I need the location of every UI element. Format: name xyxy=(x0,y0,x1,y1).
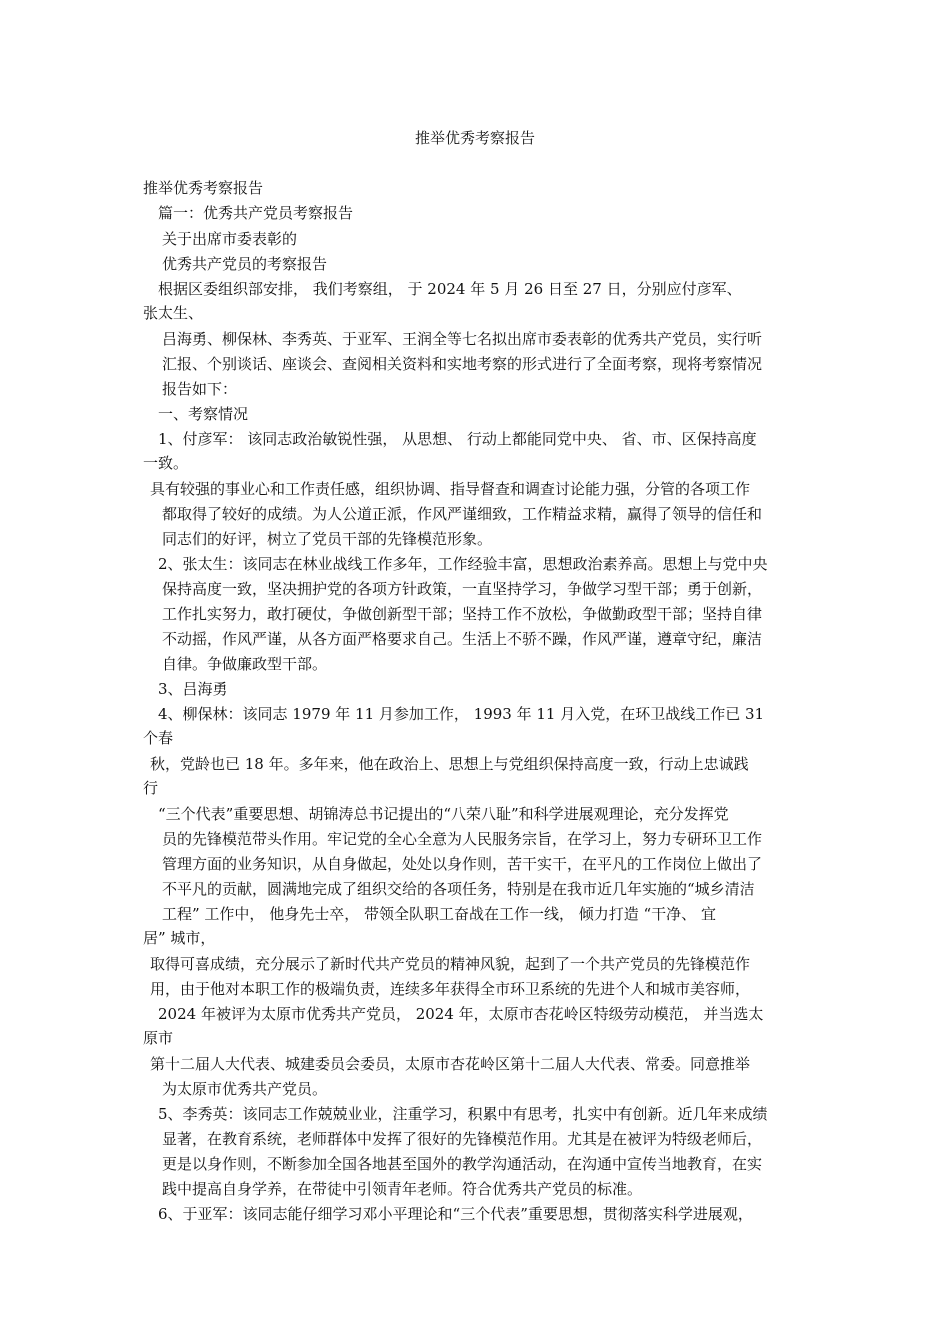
text-line: 汇报、个别谈话、座谈会、查阅相关资料和实地考察的形式进行了全面考察，现将考察情况 xyxy=(162,355,763,373)
text-line: 1、付彦军： 该同志政治敏锐性强， 从思想、 行动上都能同党中央、 省、市、区保持高度 xyxy=(158,430,757,448)
text-line: “三个代表”重要思想、胡锦涛总书记提出的“八荣八耻”和科学进展观理论，充分发挥党 xyxy=(158,805,729,823)
text-line: 用，由于他对本职工作的极端负责，连续多年获得全市环卫系统的先进个人和城市美容师， xyxy=(150,980,751,998)
text-line: 一致。 xyxy=(143,454,189,472)
text-line: 个春 xyxy=(143,729,174,747)
text-line: 显著，在教育系统，老师群体中发挥了很好的先锋模范作用。尤其是在被评为特级老师后， xyxy=(162,1130,763,1148)
text-line: 取得可喜成绩，充分展示了新时代共产党员的精神风貌，起到了一个共产党员的先锋模范作 xyxy=(150,955,751,973)
text-line: 第十二届人大代表、城建委员会委员，太原市杏花岭区第十二届人大代表、常委。同意推举 xyxy=(150,1055,751,1073)
text-line: 不平凡的贡献，圆满地完成了组织交给的各项任务，特别是在我市近几年实施的“城乡清洁 xyxy=(162,880,755,898)
text-line: 不动摇，作风严谨，从各方面严格要求自己。生活上不骄不躁，作风严谨，遵章守纪，廉洁 xyxy=(162,630,763,648)
text-line: 6、于亚军：该同志能仔细学习邓小平理论和“三个代表”重要思想，贯彻落实科学进展观， xyxy=(158,1205,753,1223)
text-line: 保持高度一致，坚决拥护党的各项方针政策，一直坚持学习，争做学习型干部；勇于创新， xyxy=(162,580,763,598)
text-line: 管理方面的业务知识，从自身做起，处处以身作则，苦干实干，在平凡的工作岗位上做出了 xyxy=(162,855,763,873)
text-line: 优秀共产党员的考察报告 xyxy=(162,255,328,273)
text-line: 吕海勇、柳保林、李秀英、于亚军、王润全等七名拟出席市委表彰的优秀共产党员，实行听 xyxy=(162,330,763,348)
text-line: 工作扎实努力，敢打硬仗，争做创新型干部；坚持工作不放松，争做勤政型干部；坚持自律 xyxy=(162,605,763,623)
text-line: 篇一：优秀共产党员考察报告 xyxy=(158,204,354,222)
text-line: 更是以身作则，不断参加全国各地甚至国外的教学沟通活动，在沟通中宣传当地教育，在实 xyxy=(162,1155,763,1173)
text-line: 根据区委组织部安排， 我们考察组， 于 2024 年 5 月 26 日至 27 日，分别应付彦军、 xyxy=(158,280,742,298)
text-line: 报告如下： xyxy=(162,380,238,398)
text-line: 员的先锋模范带头作用。牢记党的全心全意为人民服务宗旨，在学习上，努力专研环卫工作 xyxy=(162,830,763,848)
text-line: 同志们的好评，树立了党员干部的先锋模范形象。 xyxy=(162,530,493,548)
text-line: 推举优秀考察报告 xyxy=(143,179,264,197)
text-line: 2024 年被评为太原市优秀共产党员， 2024 年，太原市杏花岭区特级劳动模范， 并当选太 xyxy=(158,1005,764,1023)
text-line: 工程” 工作中， 他身先士卒， 带领全队职工奋战在工作一线， 倾力打造 “干净、 宜 xyxy=(162,905,716,923)
text-line: 践中提高自身学养，在带徒中引领青年老师。符合优秀共产党员的标准。 xyxy=(162,1180,643,1198)
text-line: 具有较强的事业心和工作责任感，组织协调、指导督查和调查讨论能力强，分管的各项工作 xyxy=(150,480,751,498)
text-line: 关于出席市委表彰的 xyxy=(162,230,298,248)
text-line: 4、柳保林：该同志 1979 年 11 月参加工作， 1993 年 11 月入党，在环卫战线工作已 31 xyxy=(158,705,765,723)
text-line: 5、李秀英：该同志工作兢兢业业，注重学习，积累中有思考，扎实中有创新。近几年来成绩 xyxy=(158,1105,768,1123)
text-line: 张太生、 xyxy=(143,304,204,322)
text-line: 2、张太生：该同志在林业战线工作多年，工作经验丰富，思想政治素养高。思想上与党中央 xyxy=(158,555,768,573)
text-line: 行 xyxy=(143,779,159,797)
text-line: 秋，党龄也已 18 年。多年来，他在政治上、思想上与党组织保持高度一致，行动上忠诚践 xyxy=(150,755,749,773)
text-line: 为太原市优秀共产党员。 xyxy=(162,1080,328,1098)
text-line: 自律。争做廉政型干部。 xyxy=(162,655,328,673)
text-line: 3、吕海勇 xyxy=(158,680,228,698)
text-line: 原市 xyxy=(143,1029,174,1047)
text-line: 都取得了较好的成绩。为人公道正派，作风严谨细致，工作精益求精，赢得了领导的信任和 xyxy=(162,505,763,523)
document-title: 推举优秀考察报告 xyxy=(414,129,535,147)
text-line: 一、考察情况 xyxy=(158,405,249,423)
text-line: 居” 城市， xyxy=(143,929,216,947)
